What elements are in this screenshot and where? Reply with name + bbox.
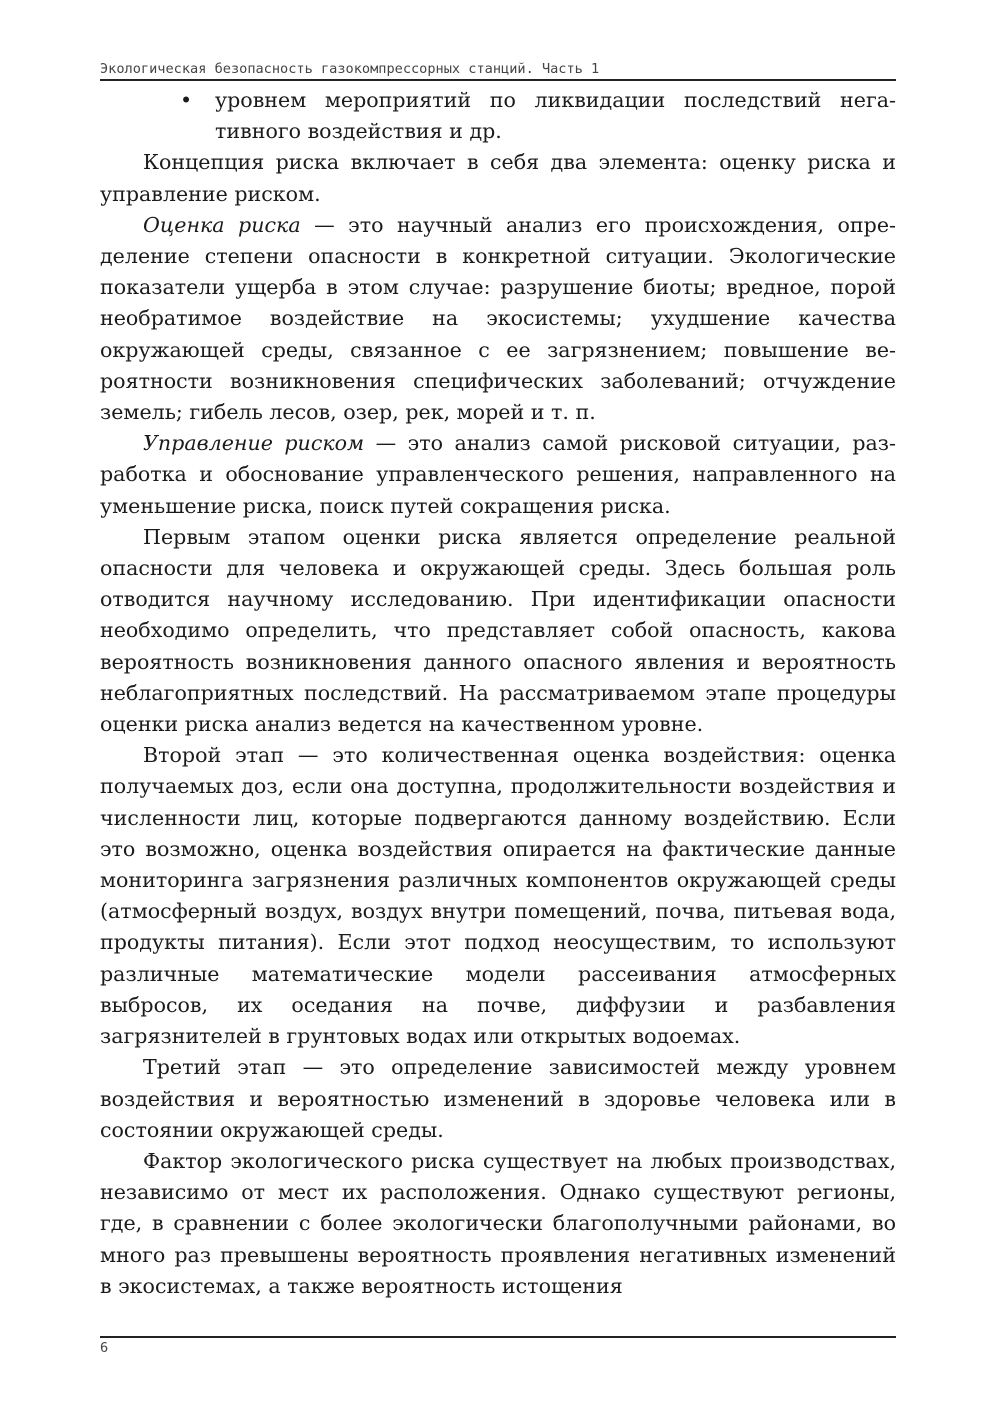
paragraph-assessment: [100, 210, 896, 428]
footer-rule: [100, 1336, 896, 1338]
paragraph-management: [100, 428, 896, 522]
page-number: 6: [100, 1340, 109, 1356]
document-page: [100, 0, 896, 1418]
paragraph-stage-3: Третий этап — это определение зависимостей между уровнем воздействия и вероятностью изменений в здоровье человека или в состоянии окружающей среды.: [100, 1055, 896, 1142]
term-risk-assessment: Оценка риска: [143, 212, 301, 237]
paragraph-stage-1: Первым этапом оценки риска является определение реальной опасности для человека и окружающей среды. Здесь большая роль отводится научному исследованию. При идентификации опасности необходимо определить, что представляет собой опасность, какова вероятность возникновения данного опасного явления и вероятность неблагоприятных последствий. На рассматриваемом этапе процедуры оценки риска анализ ведется на качественном уровне.: [100, 524, 896, 737]
body-text: [100, 85, 896, 1302]
term-risk-management: Управление риском: [143, 431, 365, 456]
running-head: Экологическая безопасность газокомпрессорных станций. Часть 1: [100, 61, 896, 81]
bullet-icon: •: [180, 88, 193, 112]
paragraph-concept: Концепция риска включает в себя два элемента: оценку риска и управление риском.: [100, 150, 896, 206]
bullet-item: [100, 85, 896, 147]
assessment-definition: — это научный анализ его происхождения, определение степени опасности в конкретной ситуации. Экологические показатели ущерба в этом случае: разрушение биоты; вредное, порой необратимое воздействие на экосистемы; ухудшение качества окружающей среды, связанное с ее загрязнением; повышение вероятности возникновения специфических заболеваний; отчуждение земель; гибель лесов, озер, рек, морей и т. п.: [100, 212, 896, 425]
bullet-text: уровнем мероприятий по ликвидации последствий негативного воздействия и др.: [215, 88, 896, 144]
paragraph-stage-2: Второй этап — это количественная оценка воздействия: оценка получаемых доз, если она доступна, продолжительности воздействия и численности лиц, которые подвергаются данному воздействию. Если это возможно, оценка воздействия опирается на фактические данные мониторинга загрязнения различных компонентов окружающей среды (атмосферный воздух, воздух внутри помещений, почва, питьевая вода, продукты питания). Если этот подход неосуществим, то используют различные математические модели рассеивания атмосферных выбросов, их оседания на почве, диффузии и разбавления загрязнителей в грунтовых водах или открытых водоемах.: [100, 743, 896, 1049]
paragraph-risk-factor: Фактор экологического риска существует на любых производствах, независимо от мест их расположения. Однако существуют регионы, где, в сравнении с более экологически благополучными районами, во много раз превышены вероятность проявления негативных изменений в экосистемах, а также вероятность истощения: [100, 1148, 896, 1298]
management-definition: — это анализ самой рисковой ситуации, разработка и обоснование управленческого решения, направленного на уменьшение риска, поиск путей сокращения риска.: [100, 431, 896, 518]
